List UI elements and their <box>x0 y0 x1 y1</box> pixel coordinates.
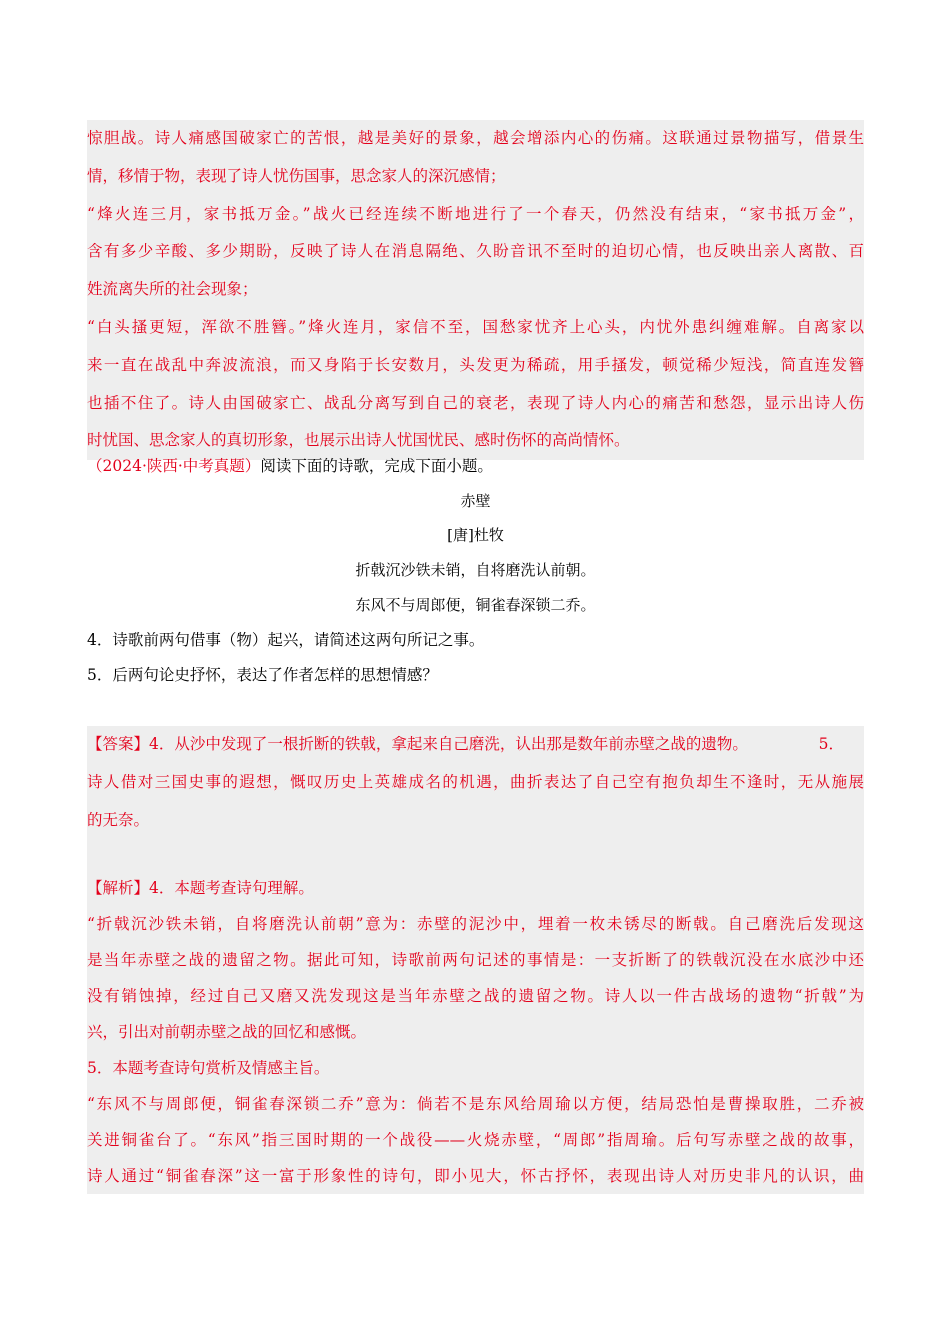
text-line: 情，移情于物，表现了诗人忧伤国事，思念家人的深沉感情； <box>87 166 506 185</box>
poem-line: 东风不与周郎便，铜雀春深锁二乔。 <box>355 596 596 614</box>
text-line: 姓流离失所的社会现象； <box>87 280 258 299</box>
analysis-line: “东风不与周郎便，铜雀春深锁二乔”意为：倘若不是东风给周瑜以方便，结局恐怕是曹操取胜，二乔被 <box>87 1095 864 1113</box>
answer-5-line: 诗人借对三国史事的遐想，慨叹历史上英雄成名的机遇，曲折表达了自己空有抱负却生不逢时，无从施展 <box>87 772 864 791</box>
text-line: 也插不住了。诗人由国破家亡、战乱分离写到自己的衰老，表现了诗人内心的痛苦和愁怨，显示出诗人伤 <box>87 393 864 412</box>
answer-5-number: 5． <box>818 735 844 753</box>
text-line: 惊胆战。诗人痛感国破家亡的苦恨，越是美好的景象，越会增添内心的伤痛。这联通过景物描写，借景生 <box>87 129 864 147</box>
answer-line <box>87 726 864 764</box>
text-line: 时忧国、思念家人的真切形象，也展示出诗人忧国忧民、感时伤怀的高尚情怀。 <box>87 431 630 450</box>
poem-title: 赤壁 <box>460 492 491 510</box>
analysis-title-4: 4．本题考查诗句理解。 <box>149 879 314 897</box>
answer-5-line: 的无奈。 <box>87 810 150 829</box>
analysis-line <box>87 870 864 906</box>
poem-line: 折戟沉沙铁未销，自将磨洗认前朝。 <box>355 561 596 579</box>
analysis-line: 是当年赤壁之战的遗留之物。据此可知，诗歌前两句记述的事情是：一支折断了的铁戟沉没在水底沙中还 <box>87 951 864 969</box>
analysis-line: 兴，引出对前朝赤壁之战的回忆和感慨。 <box>87 1023 367 1041</box>
question-4: 4．诗歌前两句借事（物）起兴，请简述这两句所记之事。 <box>87 631 485 649</box>
spacer <box>87 839 864 871</box>
analysis-line: 关进铜雀台了。“东风”指三国时期的一个战役——火烧赤壁，“周郎”指周瑜。后句写赤壁之战的故事， <box>87 1131 864 1149</box>
analysis-label: 【解析】 <box>87 879 150 897</box>
analysis-line: “折戟沉沙铁未销，自将磨洗认前朝”意为：赤壁的泥沙中，埋着一枚未锈尽的断戟。自己磨洗后发现这 <box>87 915 864 933</box>
text-line: “烽火连三月，家书抵万金。”战火已经连续不断地进行了一个春天，仍然没有结束，“家书抵万金”， <box>87 204 864 223</box>
analysis-line: 没有销蚀掉，经过自己又磨又洗发现这是当年赤壁之战的遗留之物。诗人以一件古战场的遗物“折戟”为 <box>87 987 864 1005</box>
analysis-line: 5．本题考查诗句赏析及情感主旨。 <box>87 1059 330 1077</box>
answer-4: 4．从沙中发现了一根折断的铁戟，拿起来自己磨洗，认出那是数年前赤壁之战的遗物。 <box>149 735 748 753</box>
analysis-line: 诗人通过“铜雀春深”这一富于形象性的诗句，即小见大，怀古抒怀，表现出诗人对历史非凡的认识，曲 <box>87 1167 864 1185</box>
text-line: “白头搔更短，浑欲不胜簪。”烽火连月，家信不至，国愁家忧齐上心头，内忧外患纠缠难解。自离家以 <box>87 317 864 336</box>
analysis-block <box>87 870 864 1194</box>
answer-block <box>87 726 864 839</box>
text-line: 来一直在战乱中奔波流浪，而又身陷于长安数月，头发更为稀疏，用手搔发，顿觉稀少短浅，简直连发簪 <box>87 355 864 374</box>
question-source: （2024·陕西·中考真题） <box>87 457 261 475</box>
poem-author: [唐]杜牧 <box>447 526 504 544</box>
text-line: 含有多少辛酸、多少期盼，反映了诗人在消息隔绝、久盼音讯不至时的迫切心情，也反映出亲人离散、百 <box>87 242 864 261</box>
question-5: 5．后两句论史抒怀，表达了作者怎样的思想情感？ <box>87 666 438 684</box>
answer-label: 【答案】 <box>87 735 150 753</box>
explanation-continuation <box>87 120 864 460</box>
question-instruction: 阅读下面的诗歌，完成下面小题。 <box>260 457 493 475</box>
question-header <box>87 454 493 478</box>
